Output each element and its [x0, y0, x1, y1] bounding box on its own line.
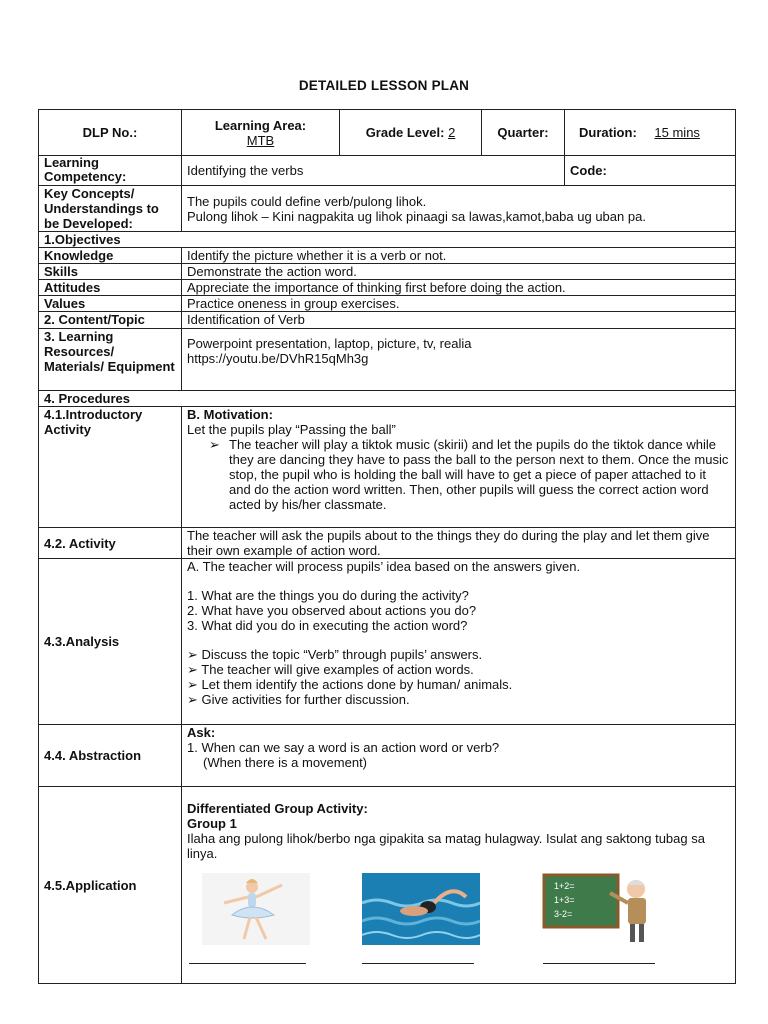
learning-area-value: MTB — [246, 132, 275, 148]
analysis-row — [39, 559, 736, 725]
quarter-label: Quarter: — [482, 110, 565, 156]
grade-level-value: 2 — [448, 125, 456, 140]
procedures-row — [39, 391, 736, 407]
skills-row — [39, 264, 736, 280]
motivation-heading: B. Motivation: — [187, 407, 273, 422]
abstraction-question: 1. When can we say a word is an action word or verb? — [187, 740, 500, 755]
attitudes-row — [39, 280, 736, 296]
bullet-arrow-icon: ➢ — [187, 647, 198, 662]
application-group: Group 1 — [187, 816, 237, 831]
resources-link: https://youtu.be/DVhR15qMh3g — [187, 351, 369, 366]
swimmer-picture — [362, 873, 480, 945]
duration-cell — [565, 110, 736, 156]
abstraction-row — [39, 725, 736, 787]
knowledge-label: Knowledge — [39, 248, 182, 264]
competency-label: Learning Competency: — [39, 156, 182, 186]
application-row — [39, 787, 736, 984]
abstraction-answer: (When there is a movement) — [203, 755, 368, 770]
board-line: 3-2= — [554, 909, 573, 919]
resources-value — [182, 329, 736, 391]
bullet-arrow-icon: ➢ — [187, 692, 198, 707]
introductory-content — [182, 407, 736, 528]
learning-area-label: Learning Area: — [214, 117, 307, 133]
analysis-content — [182, 559, 736, 725]
lesson-plan-table — [38, 109, 736, 984]
bullet-arrow-icon: ➢ — [209, 437, 220, 452]
application-heading: Differentiated Group Activity: — [187, 801, 368, 816]
grade-level-label: Grade Level: — [365, 125, 445, 140]
analysis-bullet: ➢ The teacher will give examples of action words. — [187, 662, 474, 677]
content-label: 2. Content/Topic — [39, 312, 182, 329]
analysis-bullet: ➢ Let them identify the actions done by human/ animals. — [187, 677, 513, 692]
resources-line1: Powerpoint presentation, laptop, picture, tv, realia — [187, 336, 472, 351]
motivation-bullet-text: The teacher will play a tiktok music (skirii) and let the pupils do the tiktok dance while they are dancing they have to pass the ball to the person next to them. Once the music stop, the pupil who is holding the ball will have to get a piece of paper attached to it and do the action word written. Then, other pupils will guess the correct action word acted by his/her classmate. — [229, 437, 729, 512]
values-label: Values — [39, 296, 182, 312]
competency-value: Identifying the verbs — [182, 156, 565, 186]
teacher-picture — [542, 873, 662, 945]
key-concepts-row — [39, 186, 736, 232]
introductory-row — [39, 407, 736, 528]
abstraction-content — [182, 725, 736, 787]
analysis-question: 2. What have you observed about actions you do? — [187, 603, 477, 618]
analysis-bullet: ➢ Discuss the topic “Verb” through pupils’ answers. — [187, 647, 483, 662]
analysis-bullet: ➢ Give activities for further discussion. — [187, 692, 410, 707]
duration-value: 15 mins — [654, 125, 700, 140]
skills-label: Skills — [39, 264, 182, 280]
knowledge-value: Identify the picture whether it is a verb or not. — [182, 248, 736, 264]
competency-row — [39, 156, 736, 186]
abstraction-ask: Ask: — [187, 725, 216, 740]
values-value: Practice oneness in group exercises. — [182, 296, 736, 312]
application-label: 4.5.Application — [39, 787, 182, 984]
motivation-line: Let the pupils play “Passing the ball” — [187, 422, 396, 437]
analysis-intro: A. The teacher will process pupils’ idea based on the answers given. — [187, 559, 581, 574]
content-value: Identification of Verb — [182, 312, 736, 329]
motivation-bullet — [187, 437, 730, 512]
objectives-row — [39, 232, 736, 248]
application-content — [182, 787, 736, 984]
board-line: 1+2= — [554, 881, 575, 891]
abstraction-label: 4.4. Abstraction — [39, 725, 182, 787]
grade-level-cell — [340, 110, 482, 156]
values-row — [39, 296, 736, 312]
content-row — [39, 312, 736, 329]
key-concepts-line2: Pulong lihok – Kini nagpakita ug lihok pinaagi sa lawas,kamot,baba ug uban pa. — [187, 208, 646, 224]
resources-label: 3. Learning Resources/ Materials/ Equipment — [39, 329, 182, 391]
answer-line — [362, 963, 474, 964]
dlp-no-label: DLP No.: — [39, 110, 182, 156]
activity-row — [39, 528, 736, 559]
analysis-question: 1. What are the things you do during the activity? — [187, 588, 469, 603]
ballerina-picture — [202, 873, 310, 945]
duration-label: Duration: — [579, 125, 637, 140]
bullet-arrow-icon: ➢ — [187, 662, 198, 677]
activity-text: The teacher will ask the pupils about to the things they do during the play and let them give their own example of action word. — [182, 528, 736, 559]
document-title: DETAILED LESSON PLAN — [298, 78, 470, 93]
attitudes-label: Attitudes — [39, 280, 182, 296]
application-instruction: Ilaha ang pulong lihok/berbo nga gipakita sa matag hulagway. Isulat ang saktong tubag sa linya. — [187, 831, 705, 861]
knowledge-row — [39, 248, 736, 264]
learning-area-cell — [182, 110, 340, 156]
resources-row — [39, 329, 736, 391]
picture-row — [187, 873, 730, 973]
code-label: Code: — [565, 156, 736, 186]
key-concepts-line1: The pupils could define verb/pulong lihok. — [187, 193, 427, 209]
procedures-label: 4. Procedures — [39, 391, 736, 407]
key-concepts-label: Key Concepts/ Understandings to be Developed: — [39, 186, 182, 232]
board-line: 1+3= — [554, 895, 575, 905]
analysis-question: 3. What did you do in executing the action word? — [187, 618, 468, 633]
objectives-label: 1.Objectives — [39, 232, 736, 248]
skills-value: Demonstrate the action word. — [182, 264, 736, 280]
header-row — [39, 110, 736, 156]
answer-line — [189, 963, 306, 964]
answer-line — [543, 963, 655, 964]
analysis-label: 4.3.Analysis — [39, 559, 182, 725]
introductory-label: 4.1.Introductory Activity — [39, 407, 182, 528]
key-concepts-value — [182, 186, 736, 232]
attitudes-value: Appreciate the importance of thinking first before doing the action. — [182, 280, 736, 296]
activity-label: 4.2. Activity — [39, 528, 182, 559]
bullet-arrow-icon: ➢ — [187, 677, 198, 692]
